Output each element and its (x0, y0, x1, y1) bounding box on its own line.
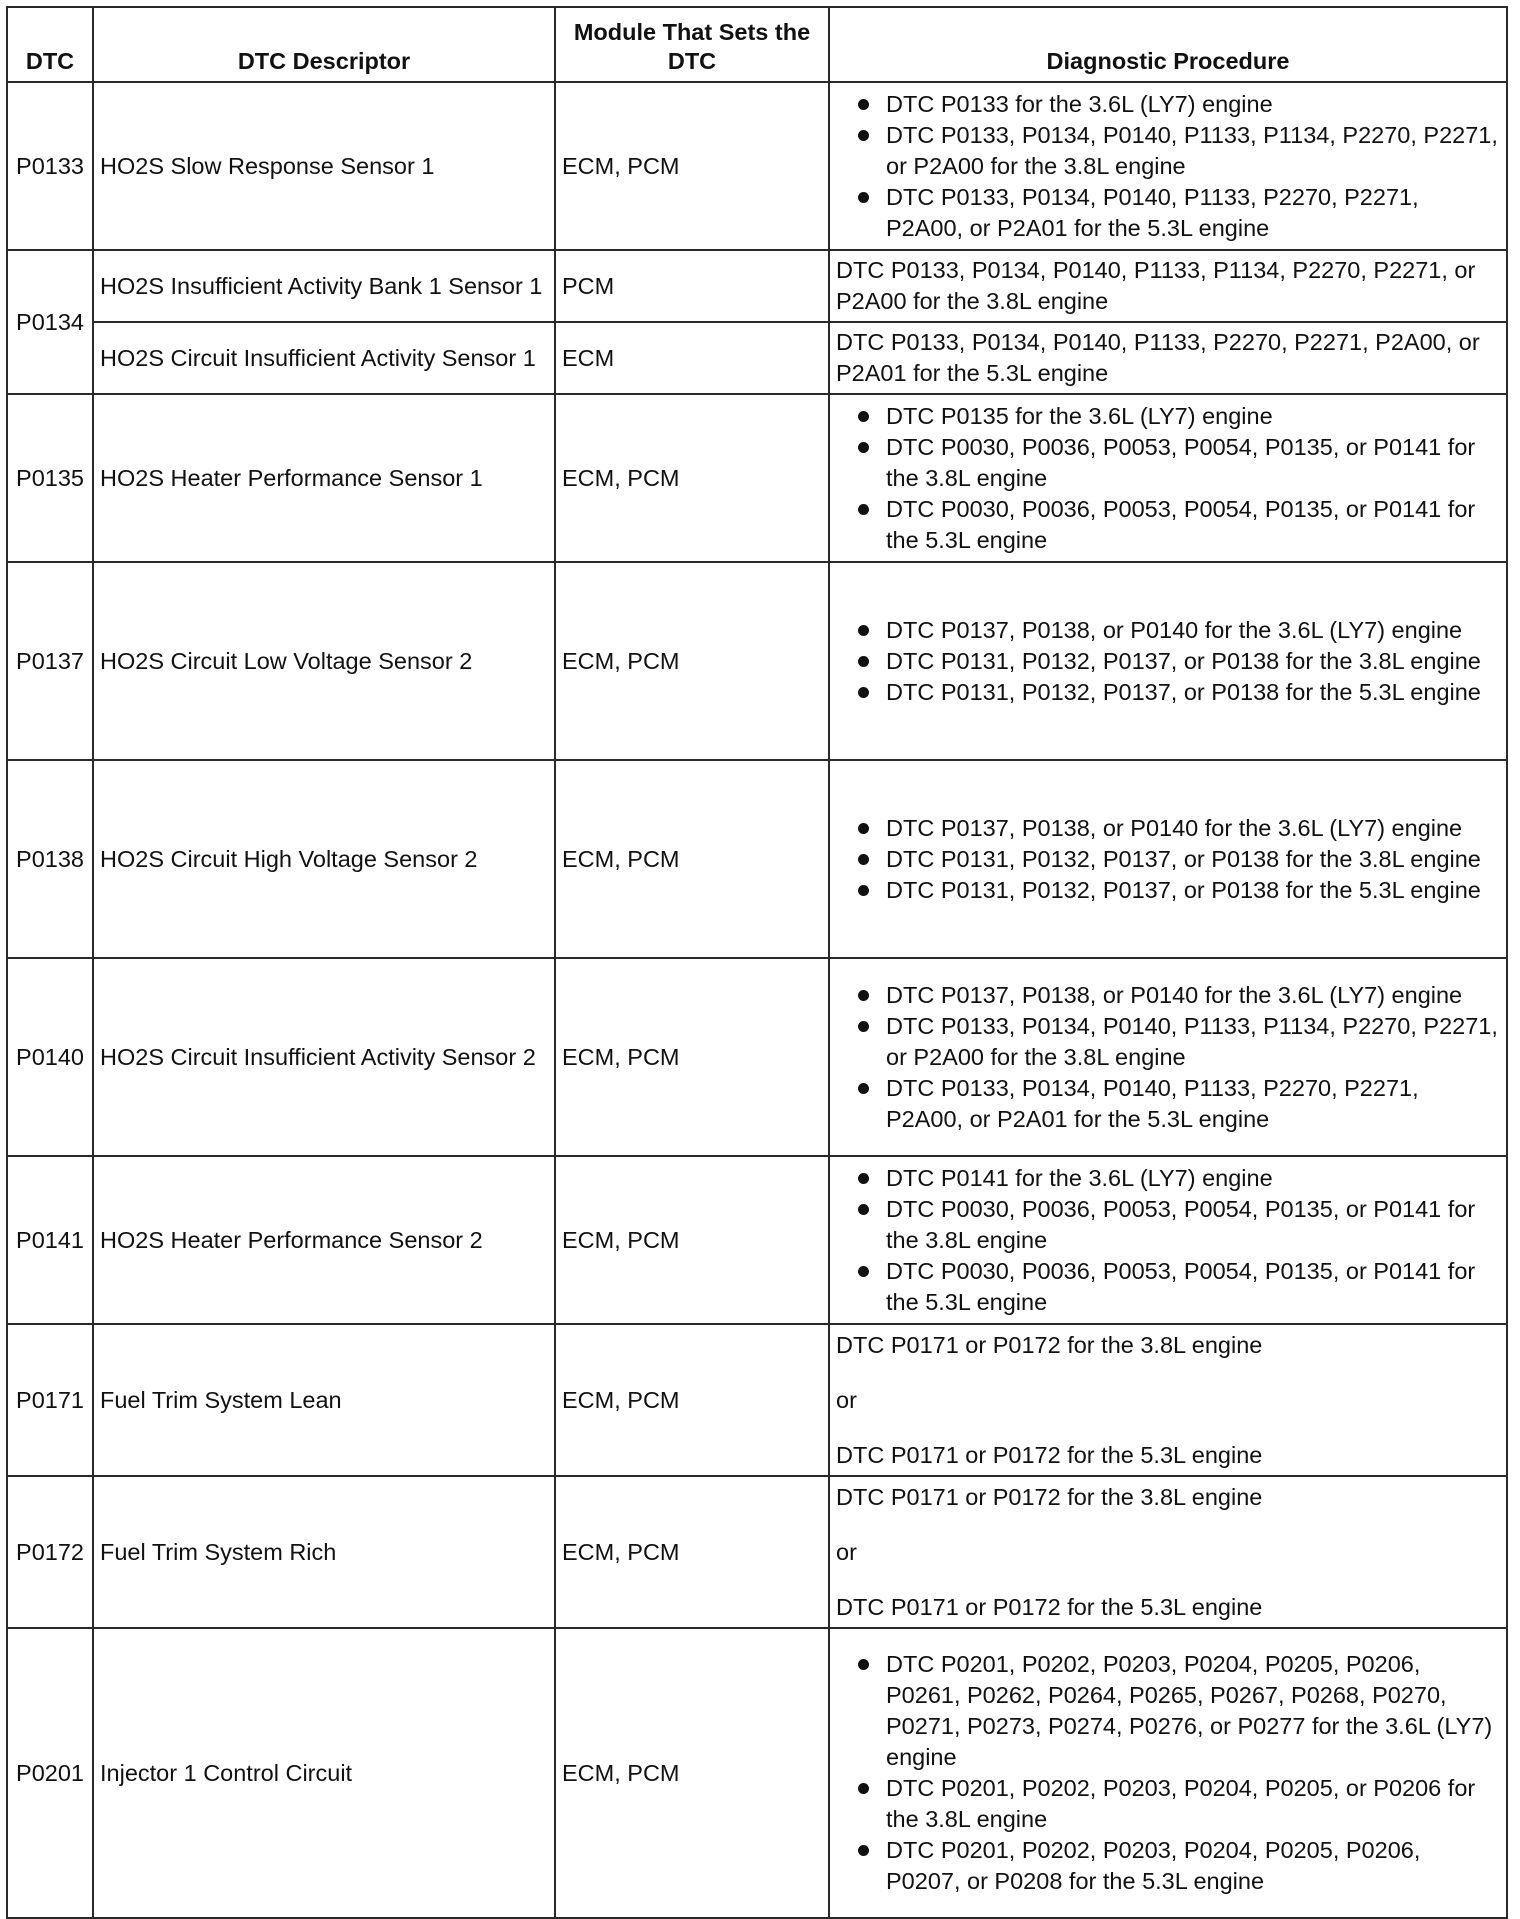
dtc-code: P0171 (7, 1324, 93, 1476)
procedure-item: DTC P0133, P0134, P0140, P1133, P1134, P2270, P2271, or P2A00 for the 3.8L engine (836, 120, 1500, 182)
procedure-item: DTC P0030, P0036, P0053, P0054, P0135, or P0141 for the 3.8L engine (836, 432, 1500, 494)
dtc-descriptor: HO2S Heater Performance Sensor 1 (93, 394, 555, 562)
dtc-code: P0138 (7, 760, 93, 958)
procedure-item: DTC P0135 for the 3.6L (LY7) engine (836, 401, 1500, 432)
diagnostic-procedure (829, 82, 1507, 250)
module: ECM, PCM (555, 1628, 829, 1918)
procedure-paragraph: DTC P0171 or P0172 for the 5.3L engine (836, 1441, 1263, 1468)
procedure-item: DTC P0133, P0134, P0140, P1133, P2270, P2271, P2A00, or P2A01 for the 5.3L engine (836, 182, 1500, 244)
dtc-code: P0201 (7, 1628, 93, 1918)
dtc-descriptor: Injector 1 Control Circuit (93, 1628, 555, 1918)
header-module: Module That Sets the DTC (555, 7, 829, 82)
dtc-descriptor: HO2S Circuit Insufficient Activity Sensor 2 (93, 958, 555, 1156)
procedure-item: DTC P0030, P0036, P0053, P0054, P0135, or P0141 for the 5.3L engine (836, 1256, 1500, 1318)
procedure-item: DTC P0131, P0132, P0137, or P0138 for the 3.8L engine (836, 646, 1500, 677)
procedure-item: DTC P0030, P0036, P0053, P0054, P0135, or P0141 for the 3.8L engine (836, 1194, 1500, 1256)
table-row (7, 760, 1507, 958)
procedure-item: DTC P0137, P0138, or P0140 for the 3.6L (LY7) engine (836, 980, 1500, 1011)
header-row (7, 7, 1507, 82)
dtc-descriptor: HO2S Circuit Insufficient Activity Sensor 1 (93, 322, 555, 394)
diagnostic-procedure: DTC P0133, P0134, P0140, P1133, P2270, P2271, P2A00, or P2A01 for the 5.3L engine (829, 322, 1507, 394)
dtc-code: P0172 (7, 1476, 93, 1628)
dtc-code: P0140 (7, 958, 93, 1156)
procedure-paragraph: or (836, 1386, 857, 1413)
procedure-item: DTC P0137, P0138, or P0140 for the 3.6L (LY7) engine (836, 615, 1500, 646)
diagnostic-procedure (829, 1324, 1507, 1476)
module: ECM, PCM (555, 394, 829, 562)
table-row (7, 1156, 1507, 1324)
diagnostic-procedure (829, 394, 1507, 562)
diagnostic-procedure (829, 958, 1507, 1156)
module: ECM, PCM (555, 1156, 829, 1324)
dtc-code: P0133 (7, 82, 93, 250)
module: ECM, PCM (555, 958, 829, 1156)
header-procedure: Diagnostic Procedure (829, 7, 1507, 82)
procedure-item: DTC P0030, P0036, P0053, P0054, P0135, or P0141 for the 5.3L engine (836, 494, 1500, 556)
procedure-item: DTC P0201, P0202, P0203, P0204, P0205, or P0206 for the 3.8L engine (836, 1773, 1500, 1835)
diagnostic-procedure (829, 562, 1507, 760)
procedure-item: DTC P0137, P0138, or P0140 for the 3.6L (LY7) engine (836, 813, 1500, 844)
module: ECM (555, 322, 829, 394)
dtc-descriptor: Fuel Trim System Lean (93, 1324, 555, 1476)
module: ECM, PCM (555, 760, 829, 958)
procedure-item: DTC P0201, P0202, P0203, P0204, P0205, P0206, P0207, or P0208 for the 5.3L engine (836, 1835, 1500, 1897)
procedure-item: DTC P0131, P0132, P0137, or P0138 for the 3.8L engine (836, 844, 1500, 875)
procedure-item: DTC P0133, P0134, P0140, P1133, P1134, P2270, P2271, or P2A00 for the 3.8L engine (836, 1011, 1500, 1073)
dtc-table (6, 6, 1508, 1919)
dtc-descriptor: Fuel Trim System Rich (93, 1476, 555, 1628)
diagnostic-procedure (829, 1156, 1507, 1324)
procedure-paragraph: DTC P0171 or P0172 for the 5.3L engine (836, 1593, 1263, 1620)
table-row (7, 1628, 1507, 1918)
dtc-descriptor: HO2S Circuit High Voltage Sensor 2 (93, 760, 555, 958)
dtc-descriptor: HO2S Heater Performance Sensor 2 (93, 1156, 555, 1324)
module: ECM, PCM (555, 1324, 829, 1476)
dtc-descriptor: HO2S Insufficient Activity Bank 1 Sensor 1 (93, 250, 555, 322)
diagnostic-procedure (829, 1476, 1507, 1628)
dtc-code: P0141 (7, 1156, 93, 1324)
header-descriptor: DTC Descriptor (93, 7, 555, 82)
dtc-descriptor: HO2S Slow Response Sensor 1 (93, 82, 555, 250)
dtc-code: P0134 (7, 250, 93, 394)
procedure-paragraph: DTC P0171 or P0172 for the 3.8L engine (836, 1331, 1263, 1358)
dtc-code: P0137 (7, 562, 93, 760)
table-row (7, 958, 1507, 1156)
procedure-item: DTC P0133 for the 3.6L (LY7) engine (836, 89, 1500, 120)
table-row (7, 562, 1507, 760)
module: ECM, PCM (555, 82, 829, 250)
header-dtc: DTC (7, 7, 93, 82)
table-row (7, 82, 1507, 250)
procedure-item: DTC P0133, P0134, P0140, P1133, P2270, P2271, P2A00, or P2A01 for the 5.3L engine (836, 1073, 1500, 1135)
procedure-paragraph: or (836, 1538, 857, 1565)
diagnostic-procedure (829, 760, 1507, 958)
module: ECM, PCM (555, 1476, 829, 1628)
procedure-paragraph: DTC P0171 or P0172 for the 3.8L engine (836, 1483, 1263, 1510)
table-row (7, 250, 1507, 322)
dtc-code: P0135 (7, 394, 93, 562)
procedure-item: DTC P0201, P0202, P0203, P0204, P0205, P0206, P0261, P0262, P0264, P0265, P0267, P0268, P0270, P0271, P0273, P0274, P0276, or P0277 for the 3.6L (LY7) engine (836, 1649, 1500, 1773)
table-row (7, 322, 1507, 394)
table-row (7, 394, 1507, 562)
module: PCM (555, 250, 829, 322)
table-row (7, 1324, 1507, 1476)
procedure-item: DTC P0131, P0132, P0137, or P0138 for the 5.3L engine (836, 875, 1500, 906)
diagnostic-procedure: DTC P0133, P0134, P0140, P1133, P1134, P2270, P2271, or P2A00 for the 3.8L engine (829, 250, 1507, 322)
table-row (7, 1476, 1507, 1628)
dtc-descriptor: HO2S Circuit Low Voltage Sensor 2 (93, 562, 555, 760)
procedure-item: DTC P0141 for the 3.6L (LY7) engine (836, 1163, 1500, 1194)
diagnostic-procedure (829, 1628, 1507, 1918)
module: ECM, PCM (555, 562, 829, 760)
procedure-item: DTC P0131, P0132, P0137, or P0138 for the 5.3L engine (836, 677, 1500, 708)
